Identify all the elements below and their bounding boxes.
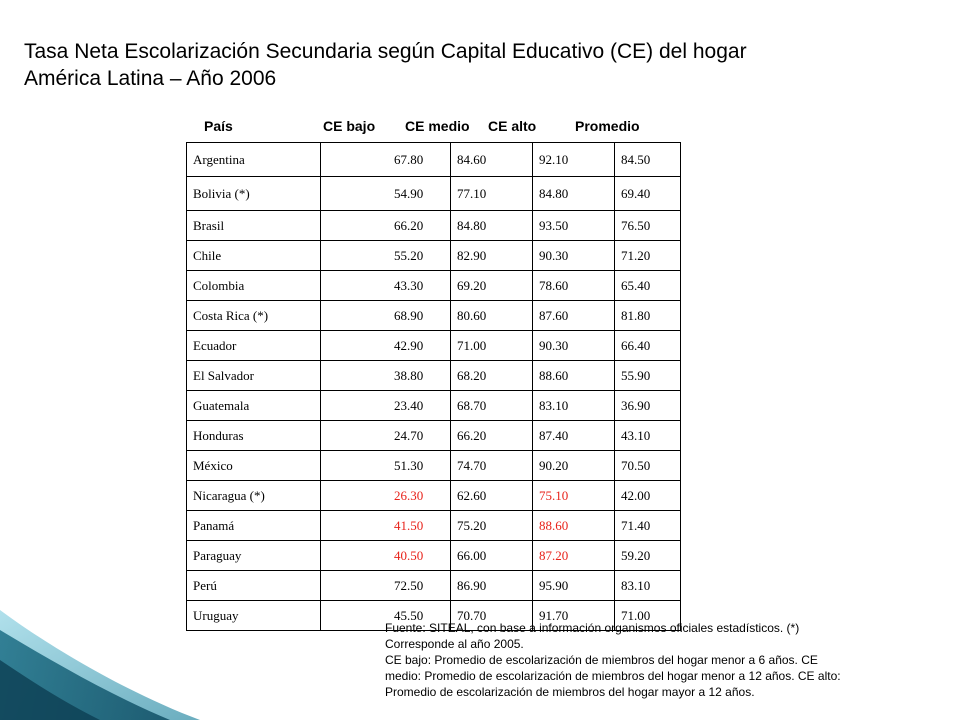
data-table — [186, 142, 681, 631]
table-row — [187, 571, 681, 601]
cell-ce-bajo: 68.90 — [321, 301, 451, 331]
cell-ce-bajo: 41.50 — [321, 511, 451, 541]
cell-promedio: 69.40 — [615, 177, 681, 211]
cell-ce-alto: 78.60 — [533, 271, 615, 301]
table-row — [187, 451, 681, 481]
cell-pais: Honduras — [187, 421, 321, 451]
cell-promedio: 36.90 — [615, 391, 681, 421]
cell-promedio: 65.40 — [615, 271, 681, 301]
table-row — [187, 511, 681, 541]
cell-ce-bajo: 42.90 — [321, 331, 451, 361]
cell-pais: Perú — [187, 571, 321, 601]
cell-pais: Chile — [187, 241, 321, 271]
cell-ce-bajo: 26.30 — [321, 481, 451, 511]
cell-promedio: 42.00 — [615, 481, 681, 511]
cell-ce-alto: 90.20 — [533, 451, 615, 481]
cell-ce-medio: 77.10 — [451, 177, 533, 211]
table-row — [187, 211, 681, 241]
table-row — [187, 331, 681, 361]
cell-ce-bajo: 66.20 — [321, 211, 451, 241]
table-row — [187, 271, 681, 301]
cell-ce-medio: 82.90 — [451, 241, 533, 271]
cell-ce-bajo: 54.90 — [321, 177, 451, 211]
header-ce-alto: CE alto — [488, 118, 537, 134]
table-row — [187, 481, 681, 511]
note-line-2: Corresponde al año 2005. — [385, 637, 524, 651]
cell-promedio: 43.10 — [615, 421, 681, 451]
cell-ce-medio: 84.80 — [451, 211, 533, 241]
table-row — [187, 143, 681, 177]
header-promedio: Promedio — [575, 118, 640, 134]
title-line-1: Tasa Neta Escolarización Secundaria según Capital Educativo (CE) del hogar — [24, 40, 747, 63]
table-row — [187, 421, 681, 451]
cell-ce-alto: 92.10 — [533, 143, 615, 177]
header-ce-bajo: CE bajo — [323, 118, 376, 134]
cell-ce-alto: 88.60 — [533, 511, 615, 541]
cell-pais: El Salvador — [187, 361, 321, 391]
cell-ce-alto: 87.40 — [533, 421, 615, 451]
cell-ce-bajo: 23.40 — [321, 391, 451, 421]
cell-promedio: 84.50 — [615, 143, 681, 177]
cell-promedio: 71.00 — [615, 601, 681, 631]
cell-pais: Ecuador — [187, 331, 321, 361]
cell-ce-medio: 62.60 — [451, 481, 533, 511]
table-row — [187, 391, 681, 421]
title-line-2: América Latina – Año 2006 — [24, 67, 277, 90]
note-line-5: Promedio de escolarización de miembros del hogar mayor a 12 años. — [385, 685, 755, 699]
cell-pais: Costa Rica (*) — [187, 301, 321, 331]
decorative-swoosh — [0, 600, 200, 720]
note-line-4: medio: Promedio de escolarización de miembros del hogar menor a 12 años. CE alto: — [385, 669, 841, 683]
cell-ce-medio: 68.70 — [451, 391, 533, 421]
cell-ce-alto: 87.20 — [533, 541, 615, 571]
cell-ce-alto: 90.30 — [533, 241, 615, 271]
cell-promedio: 59.20 — [615, 541, 681, 571]
cell-ce-medio: 71.00 — [451, 331, 533, 361]
cell-ce-alto: 87.60 — [533, 301, 615, 331]
cell-ce-bajo: 45.50 — [321, 601, 451, 631]
table-row — [187, 541, 681, 571]
note-line-1: Fuente: SITEAL, con base a información organismos oficiales estadísticos. (*) — [385, 621, 800, 635]
slide-title — [24, 38, 924, 92]
cell-promedio: 71.40 — [615, 511, 681, 541]
header-pais: País — [204, 118, 233, 134]
cell-ce-medio: 86.90 — [451, 571, 533, 601]
cell-ce-alto: 83.10 — [533, 391, 615, 421]
cell-ce-bajo: 67.80 — [321, 143, 451, 177]
cell-promedio: 83.10 — [615, 571, 681, 601]
note-line-3: CE bajo: Promedio de escolarización de miembros del hogar menor a 6 años. CE — [385, 653, 818, 667]
cell-ce-medio: 70.70 — [451, 601, 533, 631]
cell-pais: Nicaragua (*) — [187, 481, 321, 511]
column-headers — [0, 118, 960, 140]
header-ce-medio: CE medio — [405, 118, 470, 134]
cell-ce-bajo: 40.50 — [321, 541, 451, 571]
cell-promedio: 66.40 — [615, 331, 681, 361]
cell-pais: Argentina — [187, 143, 321, 177]
source-note — [385, 620, 945, 700]
cell-ce-medio: 75.20 — [451, 511, 533, 541]
cell-pais: Guatemala — [187, 391, 321, 421]
cell-pais: Uruguay — [187, 601, 321, 631]
cell-promedio: 71.20 — [615, 241, 681, 271]
cell-ce-alto: 90.30 — [533, 331, 615, 361]
cell-promedio: 55.90 — [615, 361, 681, 391]
table-row — [187, 241, 681, 271]
cell-promedio: 76.50 — [615, 211, 681, 241]
cell-ce-alto: 91.70 — [533, 601, 615, 631]
table-row — [187, 301, 681, 331]
cell-ce-medio: 68.20 — [451, 361, 533, 391]
table-row — [187, 361, 681, 391]
cell-ce-bajo: 38.80 — [321, 361, 451, 391]
table-row — [187, 177, 681, 211]
cell-promedio: 70.50 — [615, 451, 681, 481]
cell-ce-bajo: 55.20 — [321, 241, 451, 271]
cell-ce-medio: 66.00 — [451, 541, 533, 571]
cell-ce-bajo: 24.70 — [321, 421, 451, 451]
cell-pais: Colombia — [187, 271, 321, 301]
cell-pais: México — [187, 451, 321, 481]
cell-ce-alto: 93.50 — [533, 211, 615, 241]
cell-ce-bajo: 51.30 — [321, 451, 451, 481]
cell-ce-medio: 80.60 — [451, 301, 533, 331]
cell-ce-alto: 88.60 — [533, 361, 615, 391]
cell-ce-medio: 69.20 — [451, 271, 533, 301]
cell-pais: Panamá — [187, 511, 321, 541]
cell-pais: Paraguay — [187, 541, 321, 571]
cell-ce-alto: 95.90 — [533, 571, 615, 601]
cell-ce-medio: 84.60 — [451, 143, 533, 177]
cell-ce-medio: 66.20 — [451, 421, 533, 451]
cell-ce-alto: 84.80 — [533, 177, 615, 211]
cell-ce-alto: 75.10 — [533, 481, 615, 511]
cell-promedio: 81.80 — [615, 301, 681, 331]
cell-ce-bajo: 43.30 — [321, 271, 451, 301]
cell-pais: Bolivia (*) — [187, 177, 321, 211]
cell-ce-medio: 74.70 — [451, 451, 533, 481]
cell-ce-bajo: 72.50 — [321, 571, 451, 601]
cell-pais: Brasil — [187, 211, 321, 241]
